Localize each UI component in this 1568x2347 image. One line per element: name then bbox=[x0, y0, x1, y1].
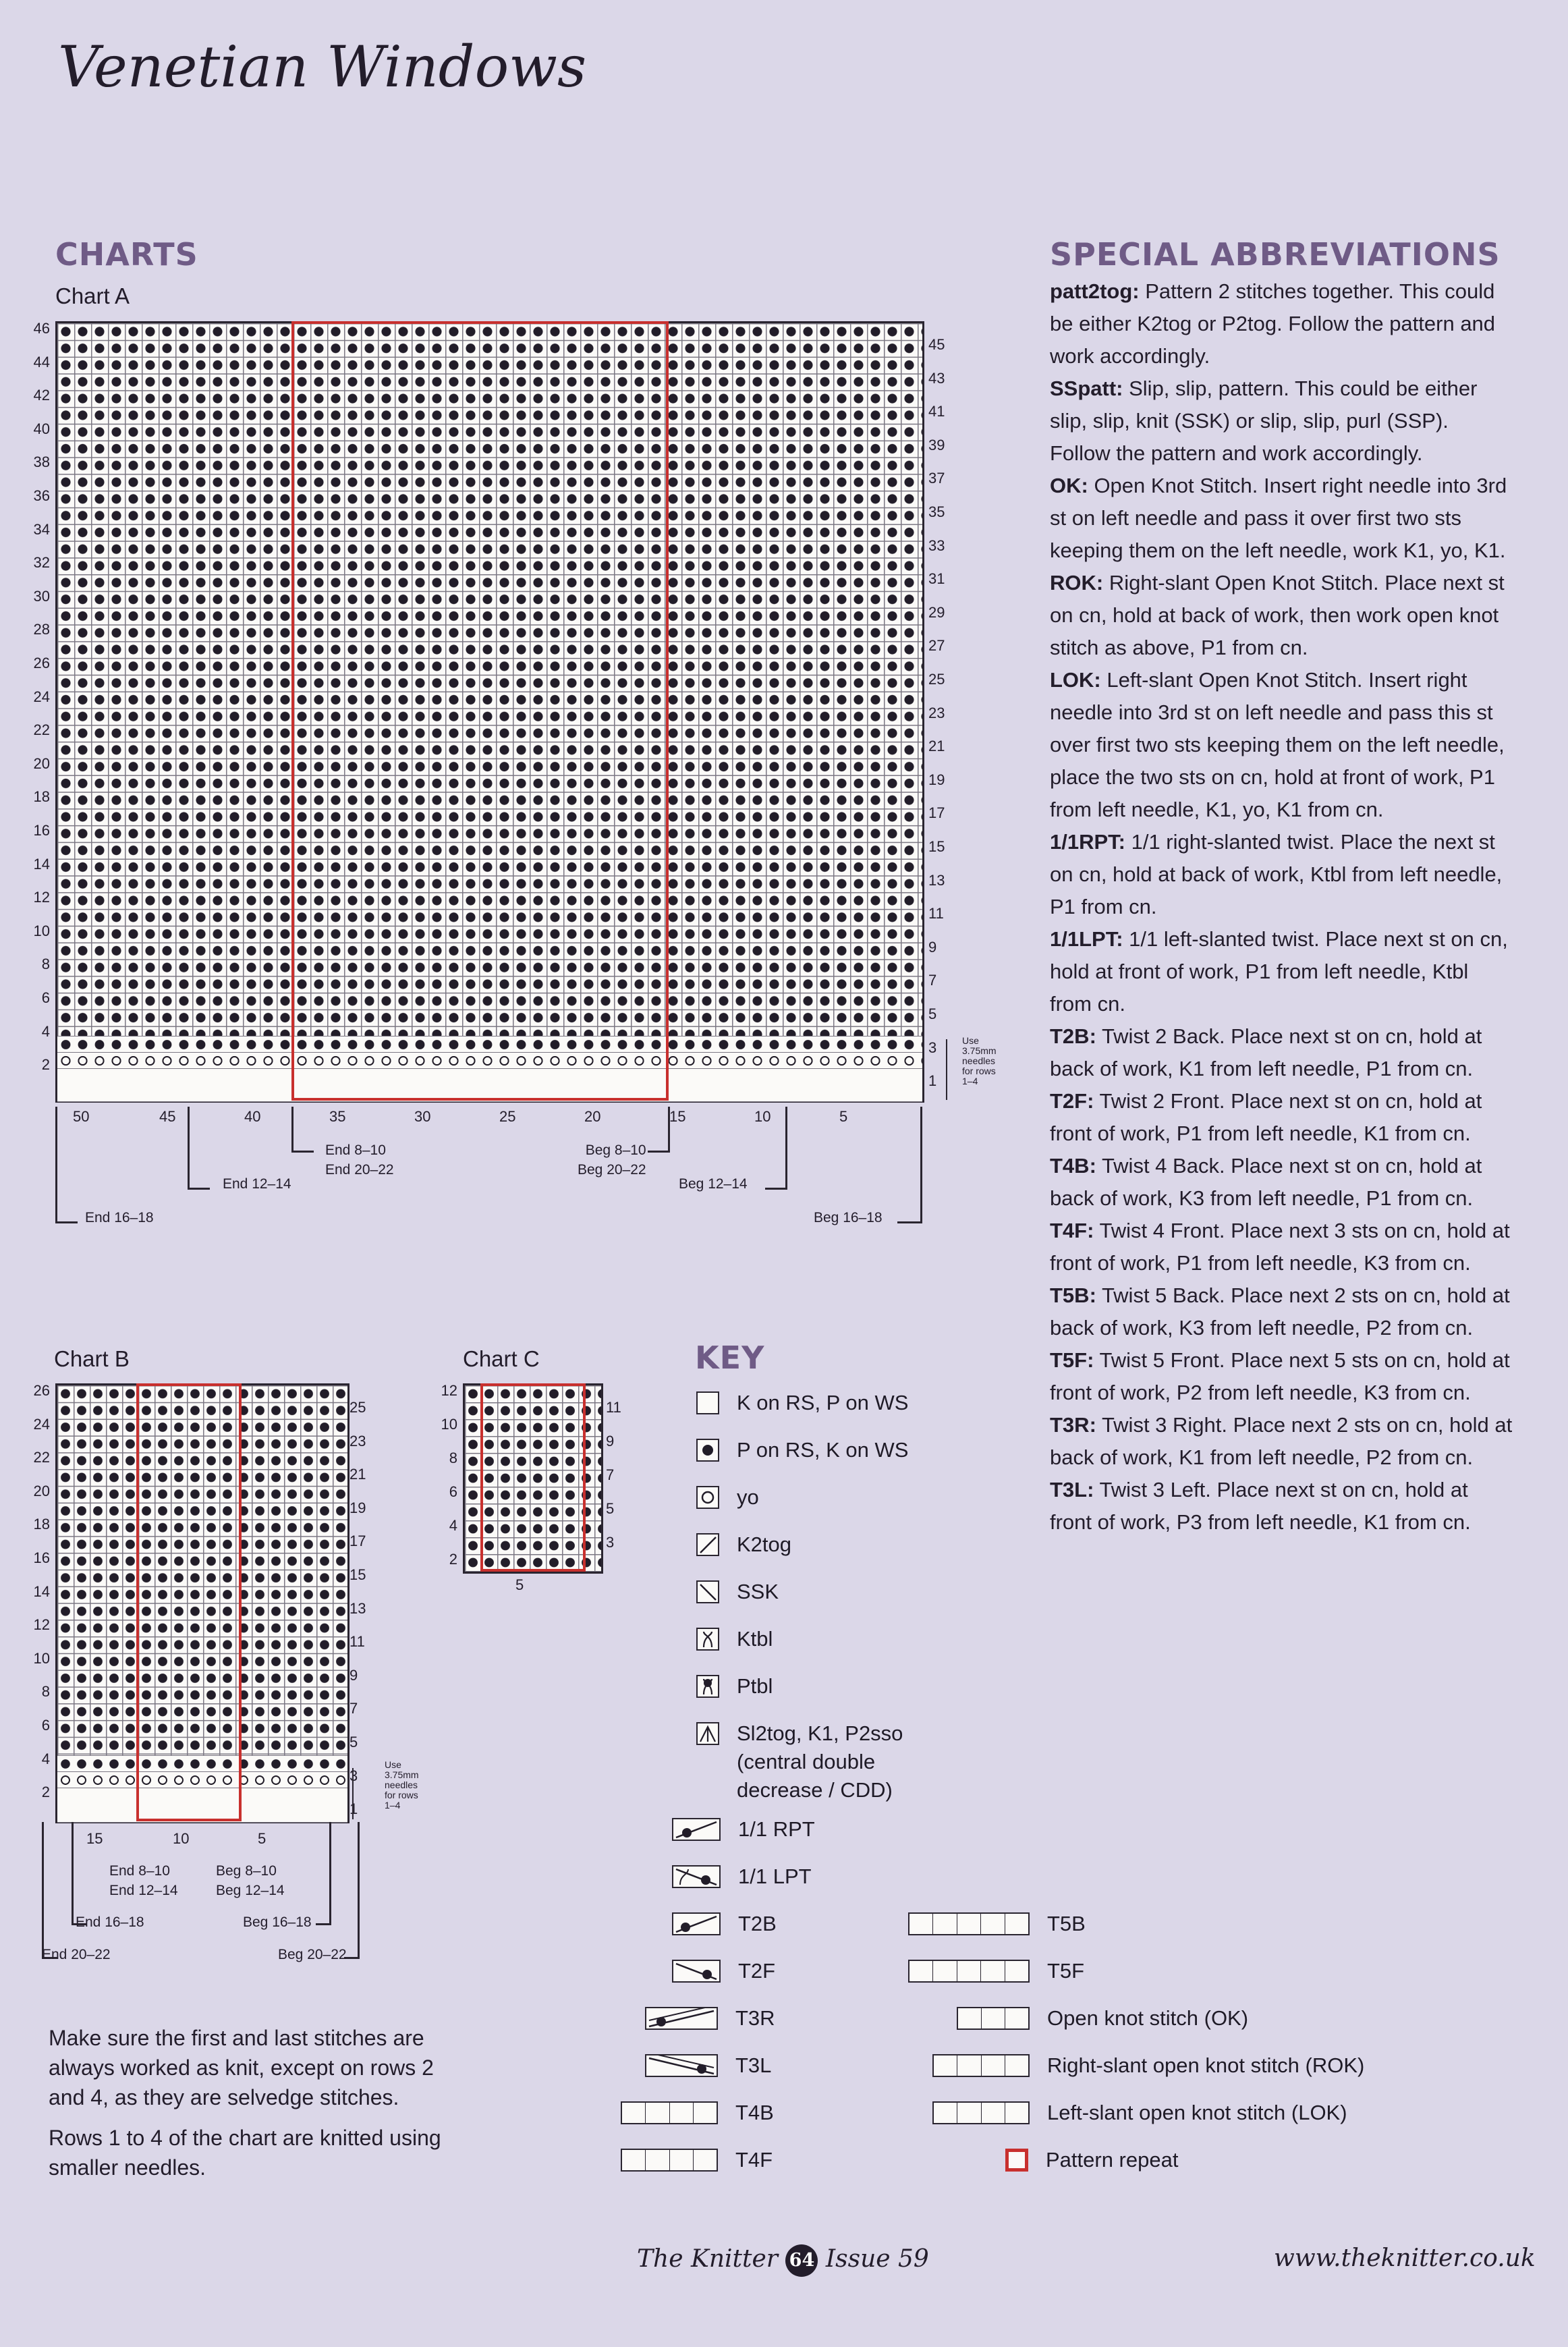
row-number: 40 bbox=[33, 420, 50, 437]
chart-a-label: Chart A bbox=[55, 283, 130, 308]
key-label: T3L bbox=[735, 2053, 772, 2077]
chart-b-marker-end-16-18: End 16–18 bbox=[76, 1914, 144, 1930]
t3r-icon bbox=[645, 2007, 718, 2030]
row-number: 19 bbox=[349, 1499, 366, 1516]
row-number: 10 bbox=[33, 922, 50, 939]
chart-b-bracket-end-16-18 bbox=[72, 1822, 87, 1925]
abbreviation-term: T2F: bbox=[1050, 1089, 1094, 1113]
k2tog-icon bbox=[696, 1533, 719, 1556]
abbreviation-term: T3L: bbox=[1050, 1478, 1094, 1501]
page-number: 64 bbox=[785, 2244, 818, 2277]
row-number: 3 bbox=[928, 1039, 937, 1056]
row-number: 24 bbox=[33, 1415, 50, 1433]
row-number: 16 bbox=[33, 822, 50, 839]
row-number: 7 bbox=[349, 1700, 358, 1717]
abbreviation-definition: Pattern 2 stitches together. This could be either K2tog or P2tog. Follow the pattern and work accordingly. bbox=[1050, 279, 1496, 368]
abbreviation-term: OK: bbox=[1050, 474, 1088, 497]
chart-c-label: Chart C bbox=[463, 1346, 540, 1371]
chart-b-marker-beg-20-22: Beg 20–22 bbox=[278, 1947, 347, 1962]
chart-a-pattern-repeat bbox=[291, 321, 669, 1101]
abbreviation-term: ROK: bbox=[1050, 571, 1104, 595]
abbreviation-definition: Twist 2 Back. Place next st on cn, hold at back of work, K1 from left needle, P1 from cn. bbox=[1050, 1024, 1482, 1080]
chart-a-bracket-beg-16-18 bbox=[897, 1107, 922, 1223]
chart-a-marker-beg-8-10: Beg 8–10 Beg 20–22 bbox=[578, 1142, 646, 1178]
key-label: 1/1 RPT bbox=[738, 1817, 815, 1841]
row-number: 13 bbox=[349, 1599, 366, 1617]
row-number: 27 bbox=[928, 637, 945, 655]
row-number: 10 bbox=[33, 1649, 50, 1667]
key-label: Ktbl bbox=[737, 1627, 773, 1651]
row-number: 46 bbox=[33, 320, 50, 337]
column-number: 15 bbox=[86, 1830, 103, 1847]
row-number: 13 bbox=[928, 871, 945, 889]
row-number: 18 bbox=[33, 1516, 50, 1533]
row-number: 42 bbox=[33, 387, 50, 404]
row-number: 24 bbox=[33, 688, 50, 705]
row-number: 16 bbox=[33, 1549, 50, 1566]
row-number: 3 bbox=[606, 1534, 615, 1551]
row-number: 5 bbox=[928, 1005, 937, 1022]
row-number: 44 bbox=[33, 353, 50, 370]
column-number: 5 bbox=[839, 1108, 848, 1125]
abbreviation-definition: Twist 5 Front. Place next 5 sts on cn, hold at front of work, P2 from left needle, K3 from cn. bbox=[1050, 1348, 1510, 1404]
row-number: 8 bbox=[41, 1683, 50, 1701]
row-number: 3 bbox=[349, 1767, 358, 1784]
abbreviations-list bbox=[1050, 275, 1513, 1539]
row-number: 5 bbox=[606, 1500, 615, 1517]
row-number: 38 bbox=[33, 453, 50, 471]
row-number: 10 bbox=[441, 1416, 457, 1433]
key-item-ssk bbox=[696, 1578, 779, 1606]
key-label: Pattern repeat bbox=[1046, 2148, 1179, 2172]
row-number: 23 bbox=[349, 1432, 366, 1449]
key-item-purl bbox=[696, 1436, 908, 1464]
key-label: T4F bbox=[735, 2148, 773, 2172]
t2b-icon bbox=[672, 1912, 721, 1935]
row-number: 15 bbox=[349, 1566, 366, 1583]
row-number: 7 bbox=[928, 972, 937, 989]
abbreviation-definition: Twist 3 Left. Place next st on cn, hold at front of work, P3 from left needle, K1 from cn. bbox=[1050, 1478, 1471, 1534]
chart-c-column-number: 5 bbox=[515, 1576, 524, 1593]
row-number: 33 bbox=[928, 536, 945, 554]
rpt-icon bbox=[672, 1818, 721, 1841]
column-number: 30 bbox=[414, 1108, 431, 1125]
abbreviation-term: 1/1LPT: bbox=[1050, 927, 1123, 951]
row-number: 11 bbox=[928, 905, 944, 922]
abbreviation-entry bbox=[1050, 1344, 1513, 1409]
key-item-pattern-repeat bbox=[1005, 2146, 1178, 2174]
row-number: 20 bbox=[33, 1482, 50, 1499]
chart-b-bracket-beg-16-18 bbox=[316, 1822, 331, 1925]
row-number: 15 bbox=[928, 838, 945, 855]
page-title: Venetian Windows bbox=[58, 34, 587, 100]
chart-a-marker-beg-16-18: Beg 16–18 bbox=[814, 1210, 883, 1225]
abbreviation-term: T2B: bbox=[1050, 1024, 1096, 1048]
column-number: 15 bbox=[669, 1108, 686, 1125]
abbreviation-term: T5F: bbox=[1050, 1348, 1094, 1372]
abbreviation-entry bbox=[1050, 923, 1513, 1020]
key-label: Sl2tog, K1, P2sso (central double decrease / CDD) bbox=[737, 1721, 903, 1802]
abbreviation-term: T4B: bbox=[1050, 1154, 1096, 1178]
chart-a-marker-end-12-14: End 12–14 bbox=[223, 1176, 291, 1192]
lpt-icon bbox=[672, 1865, 721, 1888]
row-number: 9 bbox=[349, 1666, 358, 1684]
row-number: 43 bbox=[928, 369, 945, 387]
t4f-icon bbox=[621, 2149, 718, 2172]
row-number: 17 bbox=[349, 1533, 366, 1550]
row-number: 6 bbox=[41, 1717, 50, 1734]
chart-b-label: Chart B bbox=[54, 1346, 130, 1371]
abbreviation-entry bbox=[1050, 1150, 1513, 1215]
issue-number: Issue 59 bbox=[825, 2245, 929, 2273]
chart-b-marker-end-20-22: End 20–22 bbox=[42, 1947, 111, 1962]
key-label: Open knot stitch (OK) bbox=[1047, 2006, 1249, 2030]
abbreviation-entry bbox=[1050, 1279, 1513, 1344]
abbreviation-term: T4F: bbox=[1050, 1219, 1094, 1242]
key-label: T3R bbox=[735, 2006, 775, 2030]
row-number: 1 bbox=[928, 1072, 937, 1090]
column-number: 40 bbox=[244, 1108, 261, 1125]
chart-a-bracket-end-16-18 bbox=[55, 1107, 78, 1223]
row-number: 26 bbox=[33, 655, 50, 671]
abbreviation-definition: Twist 2 Front. Place next st on cn, hold at front of work, P1 from left needle, K1 from cn. bbox=[1050, 1089, 1482, 1145]
key-item-t3l bbox=[645, 2051, 771, 2080]
row-number: 11 bbox=[349, 1633, 365, 1651]
row-number: 9 bbox=[606, 1433, 615, 1449]
column-number: 10 bbox=[173, 1830, 190, 1847]
abbreviation-definition: Twist 4 Front. Place next 3 sts on cn, hold at front of work, P1 from left needle, K3 from cn. bbox=[1050, 1219, 1510, 1275]
footer-url[interactable]: www.theknitter.co.uk bbox=[1274, 2244, 1536, 2272]
row-number: 22 bbox=[33, 721, 50, 739]
row-number: 9 bbox=[928, 938, 937, 956]
key-item-rpt bbox=[669, 1815, 815, 1844]
key-label: yo bbox=[737, 1485, 759, 1509]
row-number: 21 bbox=[928, 738, 945, 755]
row-number: 12 bbox=[33, 889, 50, 906]
row-number: 14 bbox=[33, 855, 50, 873]
column-number: 5 bbox=[258, 1830, 267, 1847]
abbreviation-definition: Twist 3 Right. Place next 2 sts on cn, hold at back of work, K1 from left needle, P2 from cn. bbox=[1050, 1413, 1513, 1469]
chart-b-needle-note: Use 3.75mm needles for rows 1–4 bbox=[385, 1759, 419, 1811]
abbreviation-entry bbox=[1050, 275, 1513, 372]
row-number: 11 bbox=[606, 1399, 621, 1416]
key-item-t2f bbox=[669, 1957, 775, 1985]
chart-b-needle-arrow bbox=[352, 1768, 354, 1819]
row-number: 19 bbox=[928, 771, 945, 788]
key-item-lpt bbox=[669, 1862, 812, 1891]
ok-icon bbox=[957, 2007, 1030, 2030]
abbreviation-definition: Twist 5 Back. Place next 2 sts on cn, hold at back of work, K3 from left needle, P2 from cn. bbox=[1050, 1283, 1510, 1340]
key-label: K2tog bbox=[737, 1533, 792, 1556]
abbreviation-term: LOK: bbox=[1050, 668, 1101, 692]
row-number: 1 bbox=[349, 1800, 358, 1818]
abbreviation-entry bbox=[1050, 1215, 1513, 1279]
key-label: K on RS, P on WS bbox=[737, 1391, 909, 1414]
row-number: 5 bbox=[349, 1734, 358, 1750]
row-number: 12 bbox=[441, 1382, 457, 1399]
chart-b-pattern-repeat bbox=[136, 1383, 242, 1821]
abbreviation-entry bbox=[1050, 826, 1513, 923]
ssk-icon bbox=[696, 1580, 719, 1603]
key-label: T5F bbox=[1047, 1959, 1085, 1983]
abbreviation-term: SSpatt: bbox=[1050, 377, 1123, 400]
key-item-t5b bbox=[908, 1910, 1086, 1938]
chart-a-bracket-beg-8-10 bbox=[648, 1107, 670, 1153]
yo-circle-icon bbox=[696, 1486, 719, 1509]
key-item-ptbl bbox=[696, 1672, 773, 1701]
abbreviation-entry bbox=[1050, 1409, 1513, 1474]
chart-a-bracket-end-12-14 bbox=[188, 1107, 210, 1190]
column-number: 50 bbox=[73, 1108, 90, 1125]
abbreviation-definition: 1/1 left-slanted twist. Place next st on cn, hold at front of work, P1 from left needle, Ktbl from cn. bbox=[1050, 927, 1508, 1016]
purl-dot-icon bbox=[696, 1439, 719, 1462]
column-number: 45 bbox=[159, 1108, 176, 1125]
chart-a-bracket-end-8-10 bbox=[291, 1107, 314, 1153]
selvedge-note: Make sure the first and last stitches are always worked as knit, except on rows 2 and 4, as they are selvedge stitches. bbox=[49, 2026, 434, 2109]
abbreviation-term: 1/1RPT: bbox=[1050, 830, 1125, 854]
key-item-t2b bbox=[669, 1910, 777, 1938]
t5f-icon bbox=[908, 1960, 1030, 1983]
row-number: 32 bbox=[33, 554, 50, 572]
row-number: 25 bbox=[349, 1399, 366, 1416]
key-item-ktbl bbox=[696, 1625, 773, 1653]
row-number: 34 bbox=[33, 520, 50, 538]
chart-a-marker-end-16-18: End 16–18 bbox=[85, 1210, 154, 1225]
key-label: Right-slant open knot stitch (ROK) bbox=[1047, 2053, 1365, 2077]
key-item-ok bbox=[957, 2004, 1248, 2033]
column-number: 10 bbox=[754, 1108, 771, 1125]
key-item-yo bbox=[696, 1483, 759, 1512]
abbreviation-entry bbox=[1050, 664, 1513, 826]
repeat-box-icon bbox=[1005, 2149, 1028, 2172]
row-number: 36 bbox=[33, 487, 50, 504]
abbreviation-definition: Right-slant Open Knot Stitch. Place next st on cn, hold at back of work, then work open knot stitch as above, P1 from cn. bbox=[1050, 571, 1505, 659]
key-label: T4B bbox=[735, 2101, 774, 2124]
rok-icon bbox=[932, 2054, 1030, 2077]
smaller-needles-note: Rows 1 to 4 of the chart are knitted using smaller needles. bbox=[49, 2126, 441, 2180]
row-number: 30 bbox=[33, 587, 50, 605]
key-heading: KEY bbox=[695, 1340, 765, 1376]
t3l-icon bbox=[645, 2054, 718, 2077]
row-number: 29 bbox=[928, 603, 945, 621]
row-number: 28 bbox=[33, 621, 50, 638]
t5b-icon bbox=[908, 1912, 1030, 1935]
blank-icon bbox=[696, 1391, 719, 1414]
t4b-icon bbox=[621, 2101, 718, 2124]
key-item-cdd bbox=[696, 1719, 919, 1804]
abbreviation-definition: Open Knot Stitch. Insert right needle into 3rd st on left needle and pass it over first two sts keeping them on the left needle, work K1, yo, K1. bbox=[1050, 474, 1507, 562]
row-number: 35 bbox=[928, 503, 945, 520]
row-number: 8 bbox=[41, 956, 50, 973]
abbreviation-entry bbox=[1050, 470, 1513, 567]
ktbl-icon bbox=[696, 1628, 719, 1651]
magazine-name: The Knitter bbox=[637, 2245, 778, 2273]
key-label: SSK bbox=[737, 1580, 779, 1603]
charts-heading: CHARTS bbox=[55, 236, 198, 273]
row-number: 26 bbox=[33, 1382, 50, 1399]
abbreviation-definition: Twist 4 Back. Place next st on cn, hold at back of work, K3 from left needle, P1 from cn. bbox=[1050, 1154, 1482, 1210]
key-item-lok bbox=[932, 2099, 1347, 2127]
abbreviation-entry bbox=[1050, 1020, 1513, 1085]
row-number: 17 bbox=[928, 804, 945, 822]
chart-a-needle-note: Use 3.75mm needles for rows 1–4 bbox=[962, 1035, 997, 1086]
key-label: T2F bbox=[738, 1959, 776, 1983]
chart-b-marker-end-8-10: End 8–10 End 12–14 bbox=[109, 1863, 178, 1898]
row-number: 22 bbox=[33, 1449, 50, 1466]
column-number: 25 bbox=[499, 1108, 516, 1125]
key-label: Left-slant open knot stitch (LOK) bbox=[1047, 2101, 1347, 2124]
abbreviation-entry bbox=[1050, 567, 1513, 664]
row-number: 31 bbox=[928, 570, 945, 588]
key-item-t4b bbox=[621, 2099, 774, 2127]
key-label: T5B bbox=[1047, 1912, 1086, 1935]
abbreviation-definition: Left-slant Open Knot Stitch. Insert right needle into 3rd st on left needle and pass this st over first two sts keeping them on the left needle, place the two sts on cn, hold at front of work, P1 from left needle, K1, yo, K1 from cn. bbox=[1050, 668, 1505, 821]
row-number: 7 bbox=[606, 1466, 615, 1483]
abbreviations-heading: SPECIAL ABBREVIATIONS bbox=[1050, 236, 1501, 273]
chart-b-bracket-end-20-22 bbox=[42, 1822, 57, 1959]
column-number: 35 bbox=[329, 1108, 346, 1125]
chart-a-marker-beg-12-14: Beg 12–14 bbox=[679, 1176, 748, 1192]
row-number: 23 bbox=[928, 704, 945, 721]
chart-a-marker-end-8-10: End 8–10 End 20–22 bbox=[325, 1142, 394, 1178]
abbreviation-definition: Slip, slip, pattern. This could be either slip, slip, knit (SSK) or slip, slip, purl (SSP). Follow the pattern and work accordingly. bbox=[1050, 377, 1478, 465]
key-item-knit bbox=[696, 1389, 908, 1417]
row-number: 8 bbox=[449, 1449, 457, 1466]
abbreviation-entry bbox=[1050, 372, 1513, 470]
row-number: 45 bbox=[928, 336, 945, 353]
column-number: 20 bbox=[584, 1108, 601, 1125]
row-number: 4 bbox=[41, 1022, 50, 1040]
key-label: 1/1 LPT bbox=[738, 1865, 812, 1888]
row-number: 12 bbox=[33, 1616, 50, 1634]
chart-a-bracket-beg-12-14 bbox=[765, 1107, 787, 1190]
row-number: 4 bbox=[449, 1517, 457, 1534]
row-number: 20 bbox=[33, 754, 50, 772]
key-item-t4f bbox=[621, 2146, 773, 2174]
row-number: 6 bbox=[41, 989, 50, 1006]
row-number: 2 bbox=[449, 1551, 457, 1568]
lok-icon bbox=[932, 2101, 1030, 2124]
chart-b-marker-beg-16-18: Beg 16–18 bbox=[243, 1914, 312, 1930]
key-label: P on RS, K on WS bbox=[737, 1438, 909, 1462]
row-number: 39 bbox=[928, 436, 945, 453]
key-label: T2B bbox=[738, 1912, 777, 1935]
key-item-rok bbox=[932, 2051, 1364, 2080]
key-label: Ptbl bbox=[737, 1674, 773, 1698]
key-item-k2tog bbox=[696, 1530, 791, 1559]
row-number: 25 bbox=[928, 671, 945, 688]
row-number: 18 bbox=[33, 788, 50, 806]
chart-a-needle-arrow bbox=[946, 1039, 947, 1100]
chart-b-marker-beg-8-10: Beg 8–10 Beg 12–14 bbox=[216, 1863, 285, 1898]
row-number: 37 bbox=[928, 470, 945, 487]
row-number: 4 bbox=[41, 1750, 50, 1767]
row-number: 6 bbox=[449, 1483, 457, 1500]
abbreviation-term: T5B: bbox=[1050, 1283, 1096, 1307]
key-item-t5f bbox=[908, 1957, 1084, 1985]
abbreviation-entry bbox=[1050, 1085, 1513, 1150]
abbreviation-term: patt2tog: bbox=[1050, 279, 1140, 303]
row-number: 2 bbox=[41, 1784, 50, 1801]
row-number: 2 bbox=[41, 1056, 50, 1074]
footer-magazine bbox=[637, 2244, 929, 2277]
cdd-icon bbox=[696, 1722, 719, 1745]
chart-b-bracket-beg-20-22 bbox=[344, 1822, 360, 1959]
row-number: 14 bbox=[33, 1582, 50, 1600]
row-number: 21 bbox=[349, 1466, 366, 1483]
abbreviation-term: T3R: bbox=[1050, 1413, 1096, 1437]
ptbl-icon bbox=[696, 1675, 719, 1698]
t2f-icon bbox=[672, 1960, 721, 1983]
abbreviation-entry bbox=[1050, 1474, 1513, 1539]
key-item-t3r bbox=[645, 2004, 775, 2033]
abbreviation-definition: 1/1 right-slanted twist. Place the next st on cn, hold at back of work, Ktbl from left needle, P1 from cn. bbox=[1050, 830, 1503, 918]
chart-c-pattern-repeat bbox=[480, 1383, 586, 1572]
row-number: 41 bbox=[928, 403, 945, 420]
